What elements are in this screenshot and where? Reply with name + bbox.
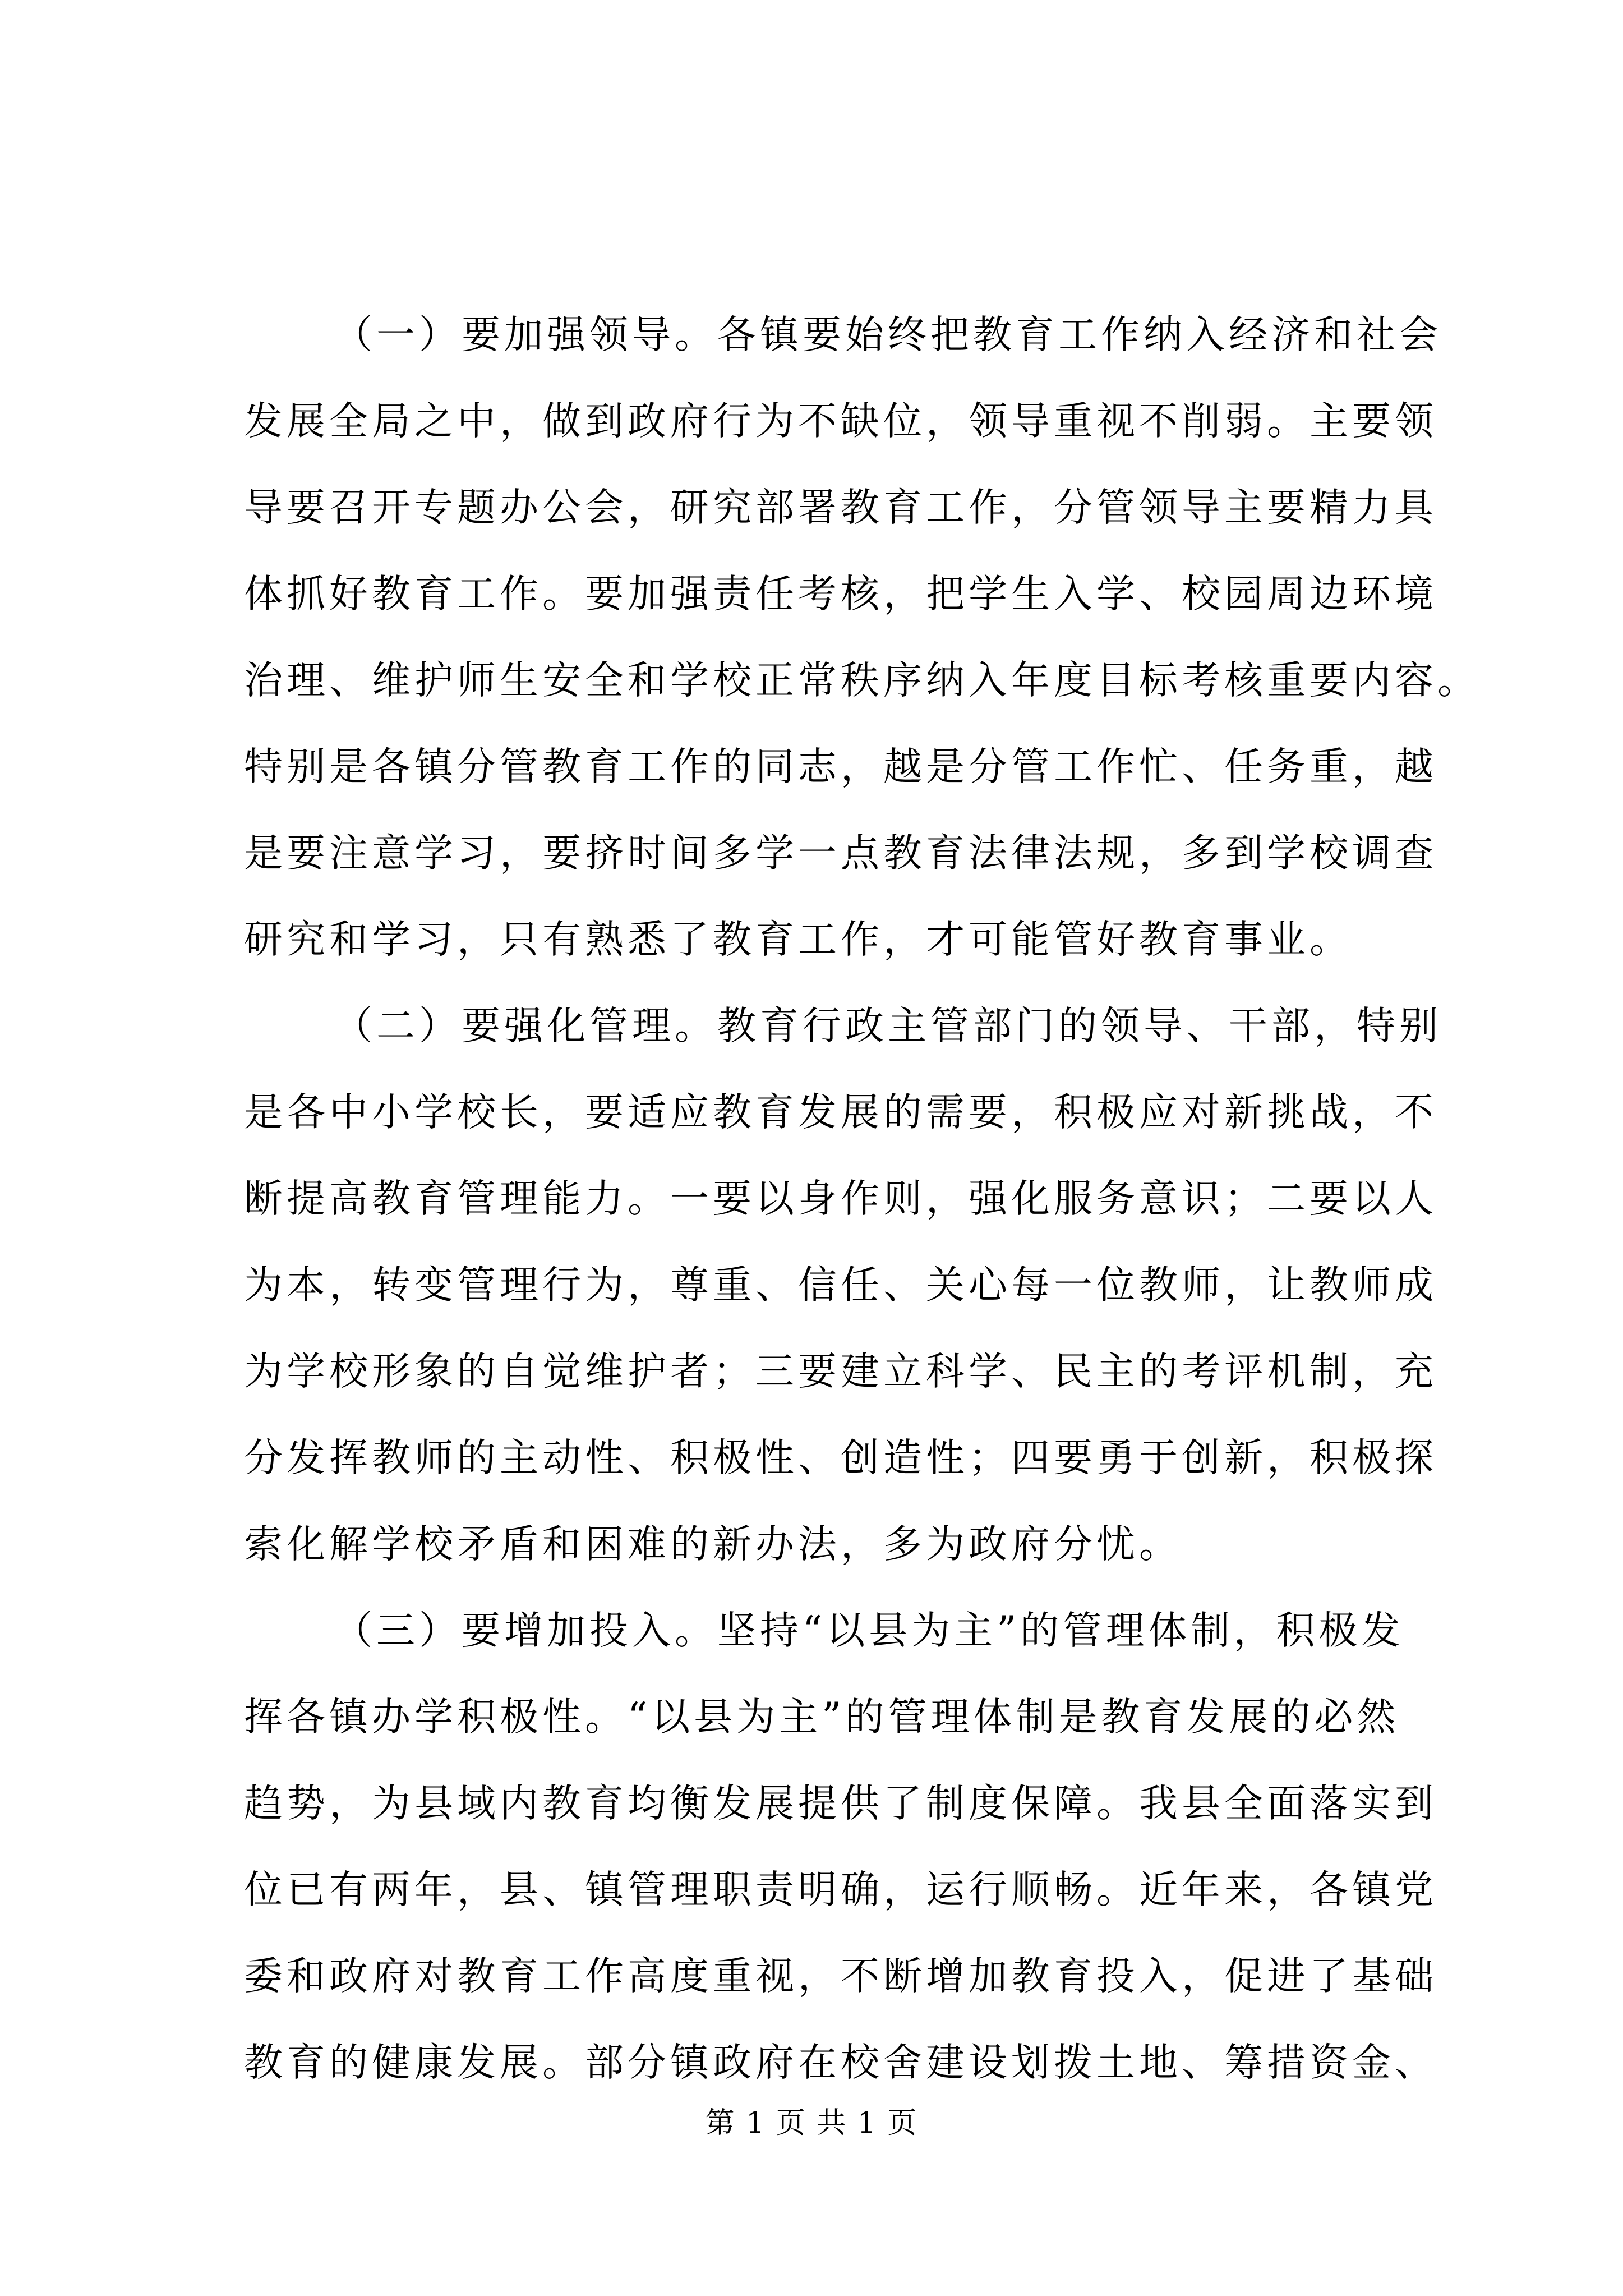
paragraph-2-line-5: 为学校形象的自觉维护者；三要建立科学、民主的考评机制，充 xyxy=(244,1349,1437,1394)
paragraph-1-line-6: 特别是各镇分管教育工作的同志，越是分管工作忙、任务重，越 xyxy=(244,744,1437,789)
paragraph-1-line-2: 发展全局之中，做到政府行为不缺位，领导重视不削弱。主要领 xyxy=(244,399,1437,444)
paragraph-1-line-1: （一）要加强领导。各镇要始终把教育工作纳入经济和社会 xyxy=(334,312,1442,357)
paragraph-2-line-1: （二）要强化管理。教育行政主管部门的领导、干部，特别 xyxy=(334,1004,1442,1048)
paragraph-2-line-7: 索化解学校矛盾和困难的新办法，多为政府分忧。 xyxy=(244,1522,1182,1567)
paragraph-2-line-4: 为本，转变管理行为，尊重、信任、关心每一位教师，让教师成 xyxy=(244,1263,1437,1308)
paragraph-2-line-2: 是各中小学校长，要适应教育发展的需要，积极应对新挑战，不 xyxy=(244,1090,1437,1135)
paragraph-1-line-5: 治理、维护师生安全和学校正常秩序纳入年度目标考核重要内容。 xyxy=(244,658,1480,703)
paragraph-1-line-8: 研究和学习，只有熟悉了教育工作，才可能管好教育事业。 xyxy=(244,917,1352,962)
paragraph-2-line-3: 断提高教育管理能力。一要以身作则，强化服务意识；二要以人 xyxy=(244,1176,1437,1221)
paragraph-1-line-3: 导要召开专题办公会，研究部署教育工作，分管领导主要精力具 xyxy=(244,485,1437,530)
paragraph-3-line-3: 趋势，为县域内教育均衡发展提供了制度保障。我县全面落实到 xyxy=(244,1781,1437,1826)
paragraph-1-line-4: 体抓好教育工作。要加强责任考核，把学生入学、校园周边环境 xyxy=(244,572,1437,616)
paragraph-3-line-6: 教育的健康发展。部分镇政府在校舍建设划拨土地、筹措资金、 xyxy=(244,2040,1437,2085)
page-number-footer: 第 1 页 共 1 页 xyxy=(705,2106,918,2140)
document-body xyxy=(244,292,1480,2106)
paragraph-3-line-2: 挥各镇办学积极性。“以县为主”的管理体制是教育发展的必然 xyxy=(244,1695,1400,1740)
paragraph-3-line-1: （三）要增加投入。坚持“以县为主”的管理体制，积极发 xyxy=(334,1608,1404,1653)
paragraph-1-line-7: 是要注意学习，要挤时间多学一点教育法律法规，多到学校调查 xyxy=(244,831,1437,876)
paragraph-2-line-6: 分发挥教师的主动性、积极性、创造性；四要勇于创新，积极探 xyxy=(244,1435,1437,1480)
paragraph-3-line-4: 位已有两年，县、镇管理职责明确，运行顺畅。近年来，各镇党 xyxy=(244,1867,1437,1912)
paragraph-3-line-5: 委和政府对教育工作高度重视，不断增加教育投入，促进了基础 xyxy=(244,1954,1437,1999)
